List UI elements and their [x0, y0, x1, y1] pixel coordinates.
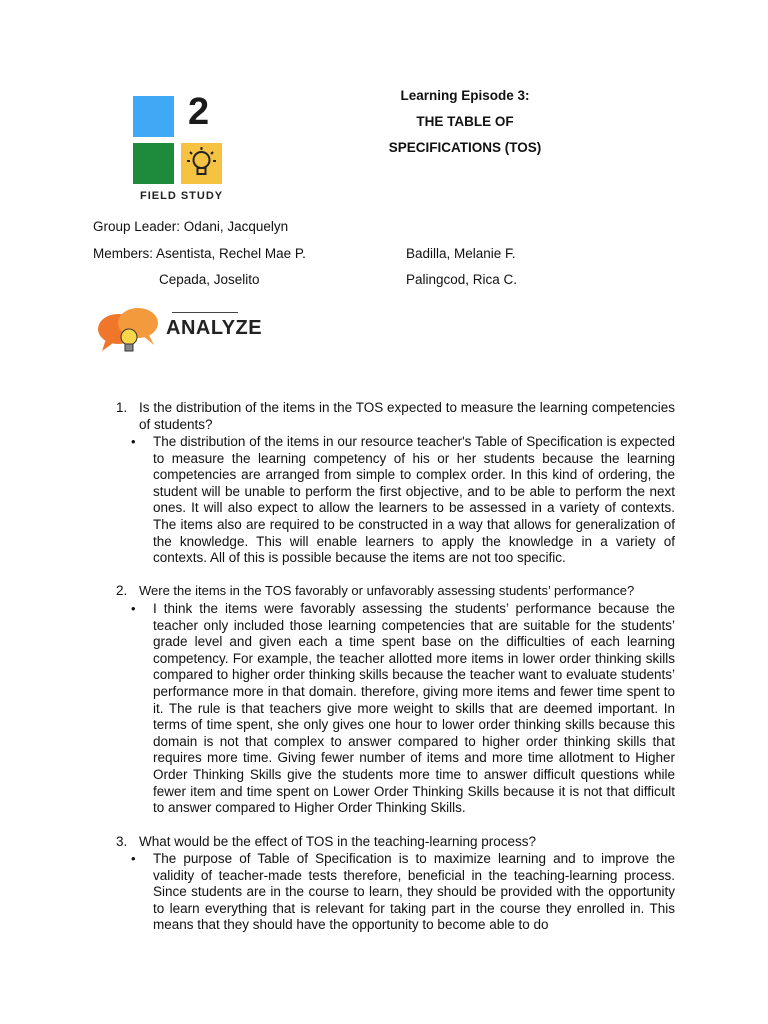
- bullet-1: •: [131, 434, 136, 449]
- lightbulb-icon: [181, 143, 222, 184]
- question-3-text: What would be the effect of TOS in the teaching-learning process?: [139, 834, 536, 849]
- question-1-text: Is the distribution of the items in the TOS expected to measure the learning competencies of students?: [139, 400, 675, 432]
- episode-title: Learning Episode 3:: [400, 88, 530, 103]
- analyze-decor-line: [172, 312, 238, 313]
- logo-number: 2: [188, 91, 210, 133]
- member-palingcod: Palingcod, Rica C.: [406, 272, 518, 287]
- member-cepada: Cepada, Joselito: [159, 272, 260, 287]
- logo-blue-square: [133, 96, 174, 137]
- bullet-3: •: [131, 851, 136, 866]
- members-line: Members: Asentista, Rechel Mae P.: [93, 246, 306, 261]
- field-study-logo: [130, 90, 226, 206]
- logo-green-square: [133, 143, 174, 184]
- question-2-number: 2.: [116, 583, 128, 598]
- bullet-2: •: [131, 601, 136, 616]
- speech-bubbles-lightbulb-icon: [96, 305, 162, 363]
- logo-caption: FIELD STUDY: [140, 190, 224, 202]
- question-3-number: 3.: [116, 834, 128, 849]
- question-1-number: 1.: [116, 400, 128, 415]
- group-leader: Group Leader: Odani, Jacquelyn: [93, 219, 289, 234]
- answer-1-text: The distribution of the items in our resource teacher's Table of Specification is expected to measure the learning competency of his or her students because the learning competencies are arranged from simple to complex order. In this kind of ordering, the student will be unable to perform the first objective, and to be able to perform the next ones. It will also expect to allow the learners to be assessed in a variety of contexts. The items also are required to be constructed in a way that allows for generalization of the knowledge. This will enable learners to apply the knowledge in a variety of contexts. All of this is possible because the items are not too specific.: [153, 434, 675, 566]
- answer-2-text: I think the items were favorably assessing the students’ performance because the teacher only included those learning competencies that are suitable for the students’ grade level and given each a time spent base on the difficulties of each learning competency. For example, the teacher allotted more items in lower order thinking skills compared to higher order thinking skills because the teacher want to evaluate students’ performance more in that domain. therefore, giving more items and fewer time spent to it. The rule is that teachers give more weight to skills that are deemed important. In terms of time spent, she only gives one hour to lower order thinking skills because this domain is not that complex to answer compared to higher order thinking skills that requires more time. Giving fewer number of items and more time allotment to Higher Order Thinking Skills give the students more time to answer difficult questions while fewer item and time spent on Lower Order Thinking Skills because it is not that difficult to answer compared to Higher Order Thinking Skills.: [153, 601, 675, 816]
- question-2-text: Were the items in the TOS favorably or unfavorably assessing students’ performance?: [139, 583, 635, 598]
- analyze-heading: ANALYZE: [166, 317, 263, 339]
- member-badilla: Badilla, Melanie F.: [406, 246, 516, 261]
- tos-title-line1: THE TABLE OF: [416, 114, 514, 129]
- answer-3-text: The purpose of Table of Specification is to maximize learning and to improve the validity of teacher-made tests therefore, beneficial in the teaching-learning process. Since students are in the course to learn, they should be provided with the opportunity to learn everything that is relevant for taking part in the course they enrolled in. This means that they should have the opportunity to become able to do: [153, 851, 675, 933]
- tos-title-line2: SPECIFICATIONS (TOS): [388, 140, 542, 155]
